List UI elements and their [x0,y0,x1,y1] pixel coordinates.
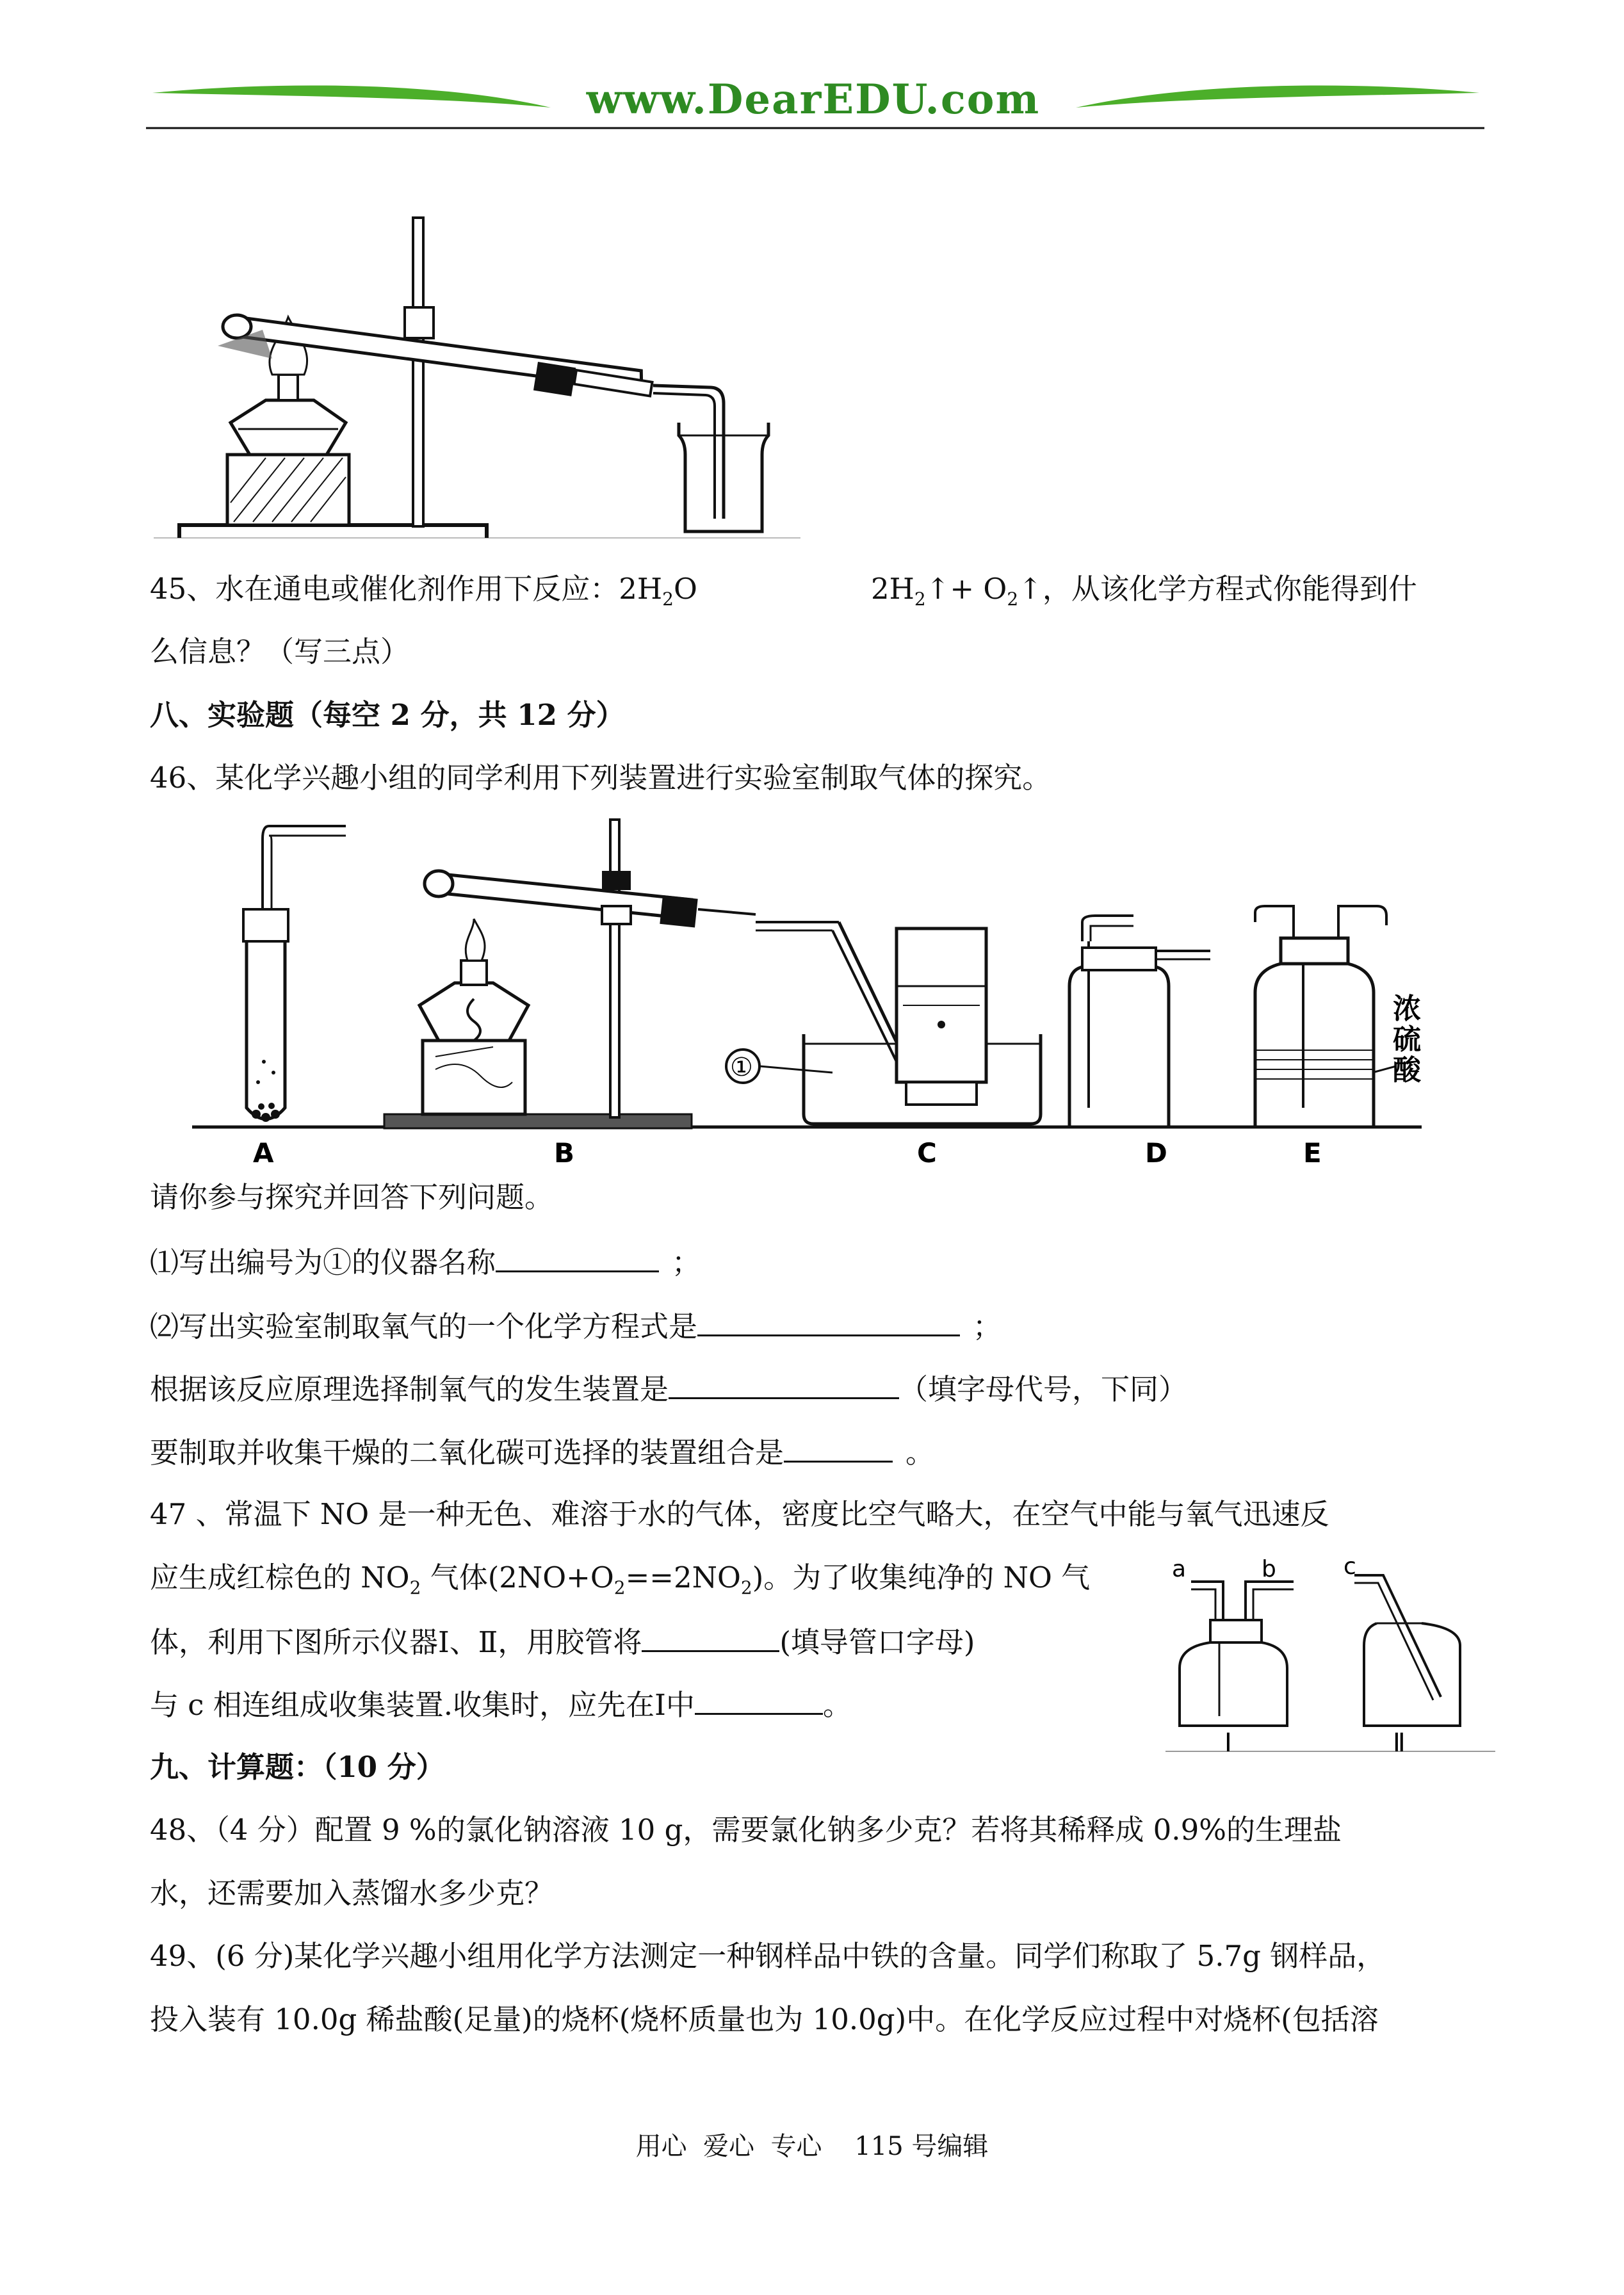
q48-line1: 48、（4 分）配置 9 %的氯化钠溶液 10 g，需要氯化钠多少克？若将其稀释成 0.9%的生理盐 [150,1813,1342,1847]
q46-sub3-blank[interactable] [669,1369,899,1399]
q46-sub4 [150,1432,934,1472]
acid-label-1: 浓 [1393,993,1421,1025]
q47-l4-blank[interactable] [695,1685,823,1715]
bottle-label-ii: Ⅱ [1393,1728,1406,1758]
q47-line3 [150,1622,975,1662]
q47-l2b: 气体(2NO+O [421,1561,614,1594]
q46-sub4-blank[interactable] [784,1432,893,1463]
q45-sub-b: 2 [914,588,926,610]
q45-line1 [150,570,697,619]
q47-l2-sub3: 2 [740,1577,752,1598]
q46-sub1-blank[interactable] [496,1242,659,1272]
q46-sub2 [150,1306,1002,1346]
q49-line1: 49、(6 分)某化学兴趣小组用化学方法测定一种钢样品中铁的含量。同学们称取了 5.7g 钢样品， [150,1939,1386,1973]
q46-text: 46、某化学兴趣小组的同学利用下列装置进行实验室制取气体的探究。 [150,761,1052,795]
q45-text-part3: 2H [871,572,914,606]
q45-line1-right [871,570,1417,619]
tube-label-a: a [1172,1556,1187,1582]
q46-sub2-end: ； [973,1310,1002,1343]
q45-line2: 么信息？（写三点） [150,635,410,669]
q47-l2-sub2: 2 [613,1577,626,1598]
page-footer: 用心 爱心 专心 115 号编辑 [635,2132,989,2161]
q47-l2a: 应生成红棕色的 NO [150,1561,410,1594]
tube-label-b: b [1262,1556,1276,1582]
q47-l3b: (填导管口字母) [779,1625,975,1659]
q46-sub2-blank[interactable] [697,1306,960,1336]
q47-l3a: 体，利用下图所示仪器Ⅰ、Ⅱ，用胶管将 [150,1625,642,1659]
q46-prompt: 请你参与探究并回答下列问题。 [150,1180,554,1214]
bottle-i [1180,1582,1294,1726]
label-circle-1: ① [730,1053,753,1082]
q46-sub1 [150,1242,701,1282]
tube-label-c: c [1344,1556,1356,1580]
bottle-ii [1354,1575,1460,1726]
bottle-label-i: Ⅰ [1224,1728,1232,1758]
q47-l3-blank[interactable] [642,1622,779,1652]
site-url: www.DearEDU.com [586,76,1041,124]
q46-sub1-text: ⑴写出编号为①的仪器名称 [150,1245,496,1279]
label-b: B [554,1137,575,1169]
q45-text-part2: O [673,572,697,606]
heating-apparatus-figure [154,211,800,551]
label-d: D [1145,1137,1167,1169]
apparatus-d [1069,916,1210,1127]
page-header [0,0,1624,134]
q47-l4a: 与 c 相连组成收集装置.收集时，应先在Ⅰ中 [150,1688,695,1722]
q46-sub4-text: 要制取并收集干燥的二氧化碳可选择的装置组合是 [150,1436,784,1470]
bottles-figure [1165,1556,1498,1774]
q47-line4 [150,1685,852,1724]
label-c: C [917,1137,937,1169]
q46-sub3-end: （填字母代号，下同） [899,1372,1188,1406]
label-e: E [1303,1137,1322,1169]
q46-sub4-end: 。 [905,1436,935,1470]
q47-line1: 47 、常温下 NO 是一种无色、难溶于水的气体，密度比空气略大，在空气中能与氧气迅速反 [150,1497,1329,1531]
q46-sub3 [150,1369,1187,1409]
q47-l4b: 。 [822,1688,852,1722]
q47-l2d: )。为了收集纯净的 NO 气 [752,1561,1091,1594]
q47-l2c: ==2NO [625,1561,741,1594]
q47-l2-sub1: 2 [409,1577,421,1598]
q45-sub: 2 [662,588,674,610]
apparatus-c [726,922,1041,1124]
q46-sub2-text: ⑵写出实验室制取氧气的一个化学方程式是 [150,1310,698,1343]
q45-text-part4: ↑+ O [925,572,1007,606]
q45-text-part1: 45、水在通电或催化剂作用下反应：2H [150,572,663,606]
label-a: A [253,1137,274,1169]
acid-label-2: 硫 [1393,1023,1421,1056]
q46-sub3-text: 根据该反应原理选择制氧气的发生装置是 [150,1372,669,1406]
apparatus-a [243,826,346,1122]
apparatus-e [1255,906,1396,1127]
q45-text-part5: ↑，从该化学方程式你能得到什 [1018,572,1417,606]
q48-line2: 水，还需要加入蒸馏水多少克？ [150,1876,554,1910]
gas-apparatus-figure [192,813,1434,1172]
section-9-heading: 九、计算题：（10 分） [150,1750,445,1784]
section-8-heading: 八、实验题（每空 2 分，共 12 分） [150,698,625,732]
q46-sub1-end: ； [672,1245,701,1279]
apparatus-b [384,820,756,1128]
q47-line2 [150,1559,1090,1607]
q45-sub-c: 2 [1007,588,1019,610]
acid-label-3: 酸 [1393,1054,1421,1087]
q49-line2: 投入装有 10.0g 稀盐酸(足量)的烧杯(烧杯质量也为 10.0g)中。在化学反应过程中对烧杯(包括溶 [150,2002,1379,2036]
